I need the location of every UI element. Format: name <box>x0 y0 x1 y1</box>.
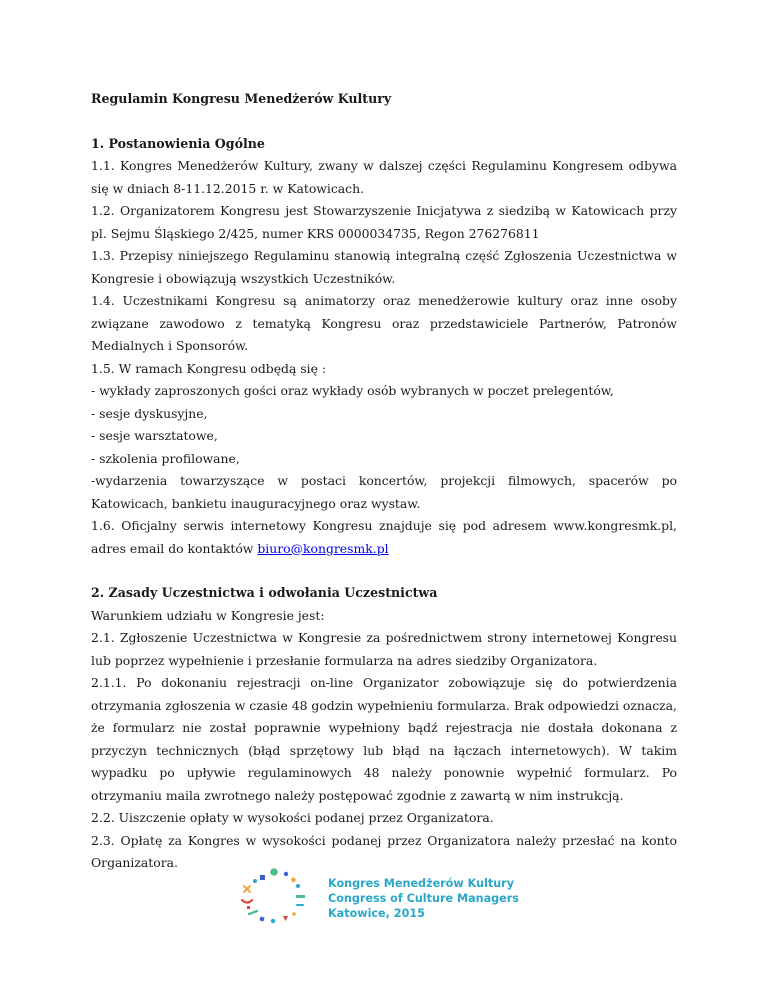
list-item: - szkolenia profilowane, <box>91 450 240 466</box>
list-item: - sesje dyskusyjne, <box>91 405 208 421</box>
logo-wordmark <box>328 876 519 921</box>
paragraph: 1.4. Uczestnikami Kongresu są animatorzy oraz menedżerowie kultury oraz inne osoby związane zawodowo z tematyką Kongresu oraz przedstawiciele Partnerów, Patronów Medialnych i Sponsorów. <box>91 293 677 353</box>
paragraph-text: 1.6. Oficjalny serwis internetowy Kongresu znajduje się pod adresem www.kongresmk.pl, adres email do kontaktów <box>91 518 677 556</box>
paragraph: 2.1. Zgłoszenie Uczestnictwa w Kongresie za pośrednictwem strony internetowej Kongresu lub poprzez wypełnienie i przesłanie formularza na adres siedziby Organizatora. <box>91 630 677 668</box>
list-item: -wydarzenia towarzyszące w postaci koncertów, projekcji filmowych, spacerów po Katowicach, bankietu inauguracyjnego oraz wystaw. <box>91 473 677 511</box>
confetti-circle-icon <box>230 866 310 930</box>
section-heading: 1. Postanowienia Ogólne <box>91 135 265 151</box>
paragraph: 2.2. Uiszczenie opłaty w wysokości podanej przez Organizatora. <box>91 810 494 825</box>
paragraph: 2.1.1. Po dokonaniu rejestracji on-line Organizator zobowiązuje się do potwierdzenia otrzymania zgłoszenia w czasie 48 godzin wypełnieniu formularza. Brak odpowiedzi oznacza, że formularz nie został poprawnie wypełniony bądź rejestracja nie dostała dokonana z przyczyn technicznych (błąd sprzętowy lub błąd na łączach internetowych). W takim wypadku po upływie regulaminowych 48 należy ponownie wypełnić formularz. Po otrzymaniu maila zwrotnego należy postępować zgodnie z zawartą w nim instrukcją. <box>91 675 677 803</box>
congress-logo <box>230 866 530 930</box>
document-page <box>91 88 677 875</box>
section-spacer <box>91 560 677 582</box>
paragraph: 1.3. Przepisy niniejszego Regulaminu stanowią integralną część Zgłoszenia Uczestnictwa w Kongresie i obowiązują wszystkich Uczestników. <box>91 248 677 286</box>
section-heading: 2. Zasady Uczestnictwa i odwołania Uczestnictwa <box>91 585 438 600</box>
paragraph-with-email <box>91 515 677 560</box>
document-title: Regulamin Kongresu Menedżerów Kultury <box>91 91 392 106</box>
logo-place-year: Katowice, 2015 <box>328 907 425 920</box>
list-item: - wykłady zaproszonych gości oraz wykłady osób wybranych w poczet prelegentów, <box>91 383 614 398</box>
email-link[interactable]: biuro@kongresmk.pl <box>257 540 389 556</box>
paragraph: 1.1. Kongres Menedżerów Kultury, zwany w dalszej części Regulaminu Kongresem odbywa się w dniach 8-11.12.2015 r. w Katowicach. <box>91 158 677 196</box>
list-item: - sesje warsztatowe, <box>91 428 218 443</box>
paragraph: 2.3. Opłatę za Kongres w wysokości podanej przez Organizatora należy przesłać na konto Organizatora. <box>91 832 677 870</box>
paragraph: Warunkiem udziału w Kongresie jest: <box>91 607 325 623</box>
logo-title-en: Congress of Culture Managers <box>328 892 519 905</box>
paragraph: 1.2. Organizatorem Kongresu jest Stowarzyszenie Inicjatywa z siedzibą w Katowicach przy pl. Sejmu Śląskiego 2/425, numer KRS 0000034735, Regon 276276811 <box>91 203 677 241</box>
paragraph: 1.5. W ramach Kongresu odbędą się : <box>91 360 327 376</box>
logo-title-pl: Kongres Menedżerów Kultury <box>328 877 514 890</box>
